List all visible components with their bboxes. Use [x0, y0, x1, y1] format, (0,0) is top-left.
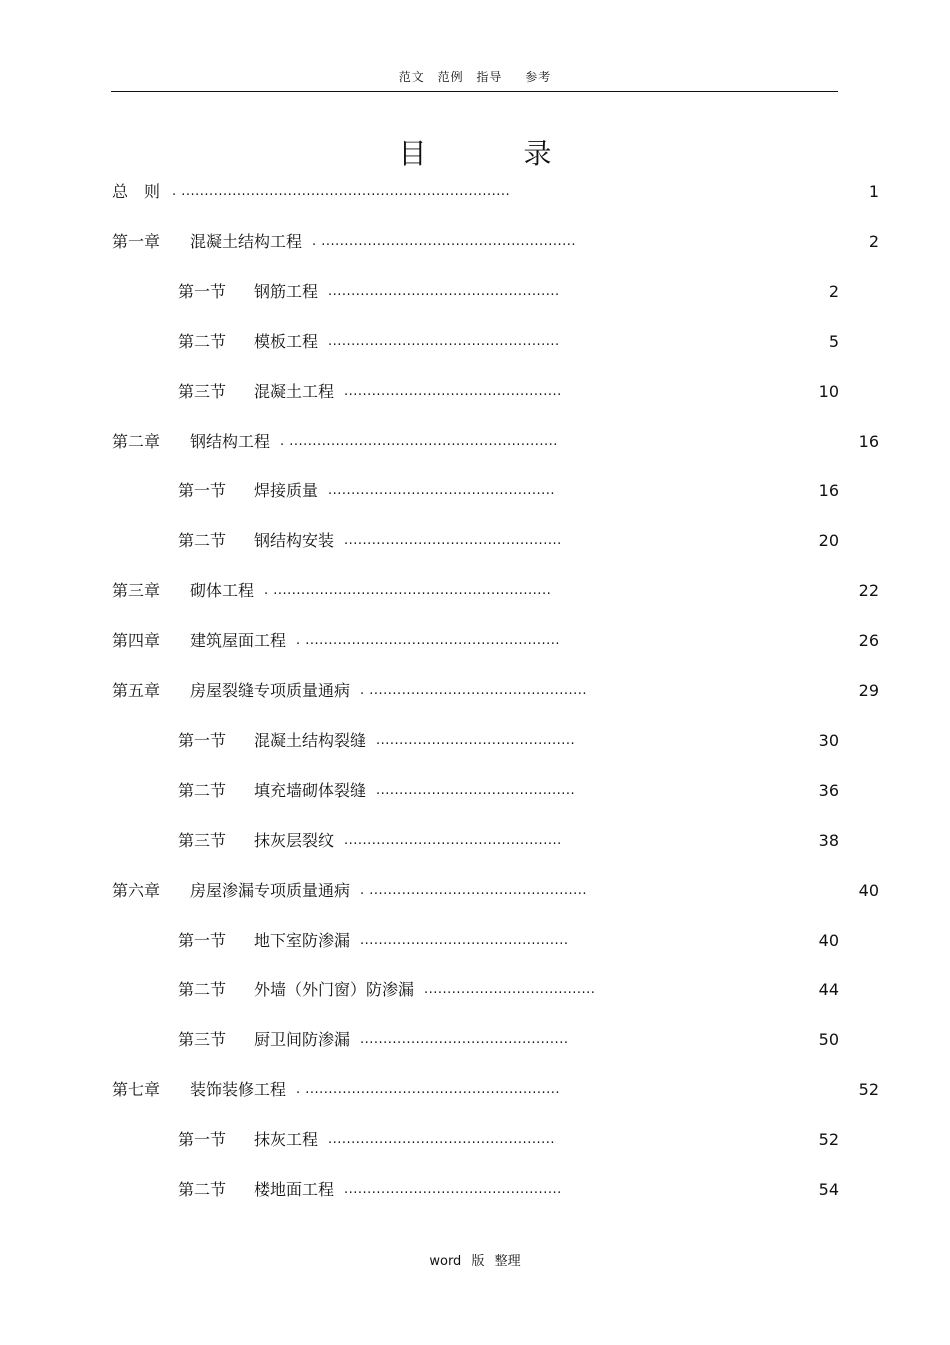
header-text: 指导: [476, 70, 503, 84]
toc-chapter-entry: [112, 231, 879, 253]
toc-leader-dots: ..................................................: [328, 283, 560, 299]
toc-leader-dots: . .......................................................: [312, 233, 577, 249]
toc-page-number: 50: [818, 1030, 839, 1050]
toc-page-number: 29: [858, 681, 879, 700]
toc-chapter-entry: [112, 580, 879, 602]
toc-entry-label: 第三节: [178, 381, 227, 401]
toc-page-number: 52: [858, 1080, 879, 1100]
toc-leader-dots: . ...............................................: [360, 882, 587, 898]
header-text: 范文: [398, 70, 425, 84]
toc-leader-dots: .............................................: [360, 1032, 569, 1048]
toc-entry-label: 总 则: [112, 182, 161, 201]
toc-entry-title: 模板工程: [254, 331, 319, 351]
footer-text: 整理: [494, 1254, 521, 1269]
toc-leader-dots: ...............................................: [344, 1182, 562, 1197]
toc-entry-label: 第三节: [178, 1030, 227, 1050]
toc-entry-title: 填充墙砌体裂缝: [254, 780, 367, 800]
toc-page-number: 44: [818, 980, 839, 1000]
toc-leader-dots: . .......................................................................: [172, 184, 511, 199]
header-text: 范例: [437, 70, 464, 84]
toc-leader-dots: . .......................................................: [296, 1082, 561, 1098]
toc-section-entry: [178, 930, 839, 952]
header-divider: [111, 91, 838, 92]
toc-entry-label: 第一节: [178, 730, 227, 750]
toc-page-number: 40: [818, 930, 839, 950]
toc-entry-label: 第七章: [112, 1080, 161, 1100]
toc-entry-label: 第六章: [112, 880, 161, 900]
toc-entry-label: 第三节: [178, 830, 227, 850]
toc-entry-title: 地下室防渗漏: [254, 930, 351, 950]
toc-entry-label: 第二节: [178, 780, 227, 800]
toc-chapter-entry: [112, 431, 879, 453]
toc-chapter-entry: [112, 1079, 879, 1101]
toc-entry-title: 外墙（外门窗）防渗漏: [254, 980, 415, 1000]
toc-entry-title: 装饰装修工程: [190, 1080, 287, 1100]
toc-entry-label: 第二节: [178, 980, 227, 1000]
toc-page-number: 2: [828, 281, 839, 301]
toc-entry-title: 钢结构工程: [190, 431, 271, 451]
footer-text: 版: [471, 1254, 485, 1269]
toc-page-number: 30: [818, 730, 839, 750]
toc-page-number: 20: [818, 531, 839, 551]
toc-entry-label: 第五章: [112, 681, 161, 700]
toc-page-number: 16: [818, 481, 839, 501]
toc-entry-label: 第二节: [178, 331, 227, 351]
toc-entry-label: 第一章: [112, 231, 161, 251]
toc-section-entry: [178, 780, 839, 802]
toc-leader-dots: . ............................................................: [264, 583, 552, 599]
toc-entry-title: 抹灰层裂纹: [254, 830, 335, 850]
toc-section-entry: [178, 381, 839, 403]
toc-entry-title: 钢筋工程: [254, 281, 319, 301]
toc-page-number: 38: [818, 830, 839, 850]
toc-section-entry: [178, 1129, 839, 1151]
toc-section-entry: [178, 331, 839, 353]
toc-entry-title: 房屋裂缝专项质量通病: [190, 681, 351, 700]
header-text: 参考: [525, 70, 552, 84]
toc-chapter-entry: [112, 181, 879, 203]
toc-entry-title: 混凝土工程: [254, 381, 335, 401]
toc-page-number: 16: [858, 431, 879, 451]
footer-text: word: [429, 1254, 462, 1269]
toc-leader-dots: ...............................................: [344, 533, 562, 549]
toc-page-number: 52: [818, 1130, 839, 1150]
toc-section-entry: [178, 830, 839, 852]
toc-section-entry: [178, 530, 839, 552]
toc-entry-title: 抹灰工程: [254, 1130, 319, 1150]
toc-entry-label: 第一节: [178, 1130, 227, 1150]
toc-page-number: 10: [818, 381, 839, 401]
toc-section-entry: [178, 730, 839, 752]
toc-page-number: 2: [868, 231, 879, 251]
toc-entry-label: 第一节: [178, 281, 227, 301]
toc-entry-title: 厨卫间防渗漏: [254, 1030, 351, 1050]
page-header: [0, 68, 950, 85]
toc-entry-label: 第二章: [112, 431, 161, 451]
toc-leader-dots: ...............................................: [344, 383, 562, 399]
toc-leader-dots: .....................................: [424, 982, 596, 998]
toc-page-number: 1: [868, 182, 879, 201]
page-footer: [0, 1250, 950, 1269]
toc-leader-dots: . .......................................................: [296, 633, 561, 649]
toc-entry-title: 建筑屋面工程: [190, 631, 287, 651]
toc-section-entry: [178, 480, 839, 502]
toc-entry-title: 混凝土结构裂缝: [254, 730, 367, 750]
toc-leader-dots: ...........................................: [376, 782, 576, 798]
toc-entry-label: 第一节: [178, 481, 227, 501]
toc-chapter-entry: [112, 680, 879, 702]
toc-chapter-entry: [112, 630, 879, 652]
toc-leader-dots: .................................................: [328, 483, 555, 499]
toc-leader-dots: ..................................................: [328, 333, 560, 349]
toc-page-number: 26: [858, 631, 879, 651]
toc-leader-dots: ...........................................: [376, 732, 576, 748]
toc-page-number: 36: [818, 780, 839, 800]
toc-entry-title: 钢结构安装: [254, 531, 335, 551]
toc-chapter-entry: [112, 880, 879, 902]
toc-section-entry: [178, 979, 839, 1001]
toc-entry-label: 第二节: [178, 1180, 227, 1199]
toc-entry-label: 第三章: [112, 581, 161, 601]
toc-page-number: 54: [818, 1180, 839, 1199]
toc-leader-dots: .............................................: [360, 932, 569, 948]
toc-section-entry: [178, 1179, 839, 1201]
toc-entry-title: 焊接质量: [254, 481, 319, 501]
toc-page-number: 40: [858, 880, 879, 900]
toc-entry-title: 房屋渗漏专项质量通病: [190, 880, 351, 900]
toc-leader-dots: . ..........................................................: [280, 433, 558, 449]
toc-page-number: 22: [858, 581, 879, 601]
toc-section-entry: [178, 281, 839, 303]
toc-entry-label: 第四章: [112, 631, 161, 651]
toc-entry-title: 楼地面工程: [254, 1180, 335, 1199]
toc-section-entry: [178, 1029, 839, 1051]
toc-page-number: 5: [828, 331, 839, 351]
toc-leader-dots: ...............................................: [344, 832, 562, 848]
toc-title: 目 录: [398, 137, 596, 170]
toc-leader-dots: .................................................: [328, 1132, 555, 1148]
toc-entry-title: 砌体工程: [190, 581, 255, 601]
toc-leader-dots: . ...............................................: [360, 683, 587, 698]
toc-entry-label: 第一节: [178, 930, 227, 950]
toc-entry-title: 混凝土结构工程: [190, 231, 303, 251]
toc-entry-label: 第二节: [178, 531, 227, 551]
